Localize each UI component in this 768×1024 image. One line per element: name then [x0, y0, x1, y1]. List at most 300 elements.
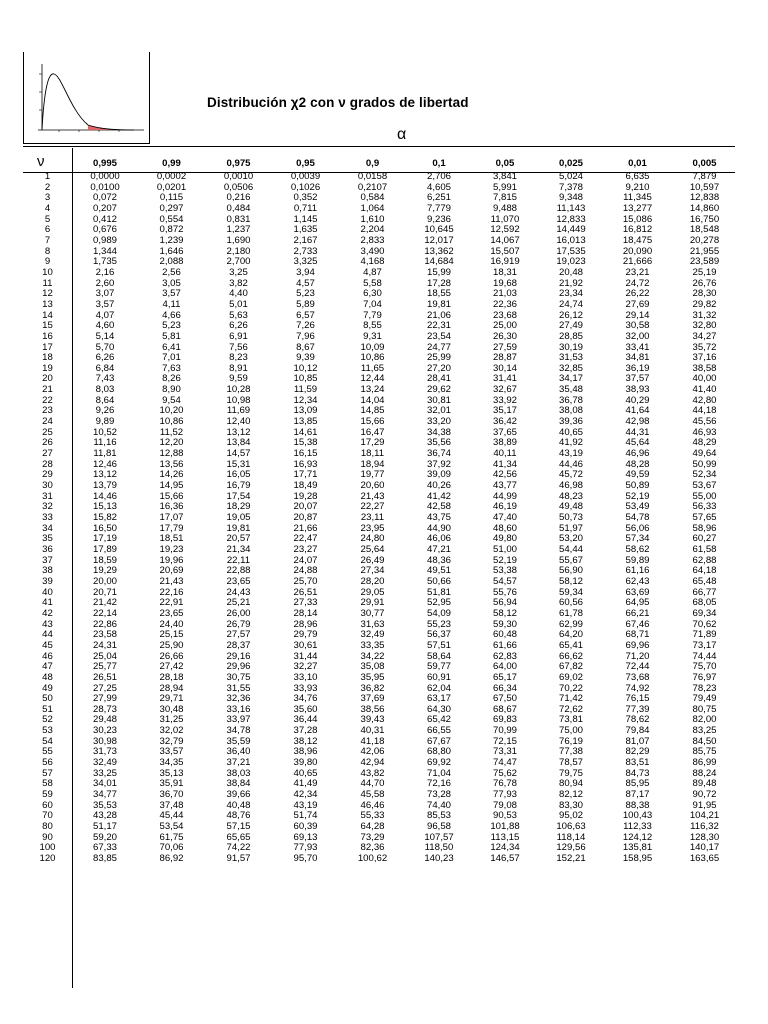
critical-value-cell: 71,04 [426, 768, 451, 779]
critical-value-cell: 26,66 [159, 651, 184, 662]
critical-value-cell: 62,04 [426, 683, 451, 694]
critical-value-cell: 87,17 [625, 790, 650, 801]
degrees-of-freedom-cell: 28 [42, 459, 53, 470]
critical-value-cell: 23,58 [92, 630, 117, 641]
critical-value-cell: 1,145 [293, 214, 318, 225]
critical-value-cell: 9,348 [558, 193, 583, 204]
critical-value-cell: 46,46 [360, 800, 385, 811]
table-row [23, 268, 738, 279]
critical-value-cell: 73,29 [360, 832, 385, 843]
critical-value-cell: 40,65 [558, 427, 583, 438]
table-row [23, 172, 738, 183]
table-row [23, 236, 738, 247]
critical-value-cell: 48,28 [625, 459, 650, 470]
critical-value-cell: 5,991 [492, 182, 517, 193]
critical-value-cell: 8,23 [229, 353, 248, 364]
critical-value-cell: 52,19 [492, 555, 517, 566]
critical-value-cell: 26,30 [492, 331, 517, 342]
degrees-of-freedom-cell: 20 [42, 374, 53, 385]
critical-value-cell: 57,65 [692, 513, 717, 523]
critical-value-cell: 22,31 [426, 321, 451, 332]
critical-value-cell: 69,34 [692, 608, 717, 619]
critical-value-cell: 34,22 [360, 651, 385, 662]
critical-value-cell: 32,27 [293, 662, 318, 673]
critical-value-cell: 0,676 [92, 225, 117, 236]
critical-value-cell: 83,85 [92, 854, 117, 864]
critical-value-cell: 78,57 [558, 758, 583, 769]
critical-value-cell: 5,23 [162, 321, 181, 332]
critical-value-cell: 43,75 [426, 513, 451, 523]
critical-value-cell: 14,04 [360, 395, 385, 406]
critical-value-cell: 42,94 [360, 758, 385, 769]
critical-value-cell: 29,71 [159, 694, 184, 705]
degrees-of-freedom-cell: 14 [42, 310, 53, 321]
critical-value-cell: 24,77 [426, 342, 451, 353]
critical-value-cell: 49,80 [492, 534, 517, 545]
critical-value-cell: 85,95 [625, 779, 650, 790]
critical-value-cell: 61,58 [692, 544, 717, 555]
critical-value-cell: 32,49 [360, 630, 385, 641]
critical-value-cell: 33,20 [426, 417, 451, 428]
critical-value-cell: 56,33 [692, 502, 717, 513]
critical-value-cell: 19,96 [159, 555, 184, 566]
alpha-header-cell: 0,975 [226, 158, 251, 169]
critical-value-cell: 86,92 [159, 854, 184, 864]
critical-value-cell: 82,29 [625, 747, 650, 758]
critical-value-cell: 11,81 [93, 449, 117, 460]
density-curve-icon [24, 52, 149, 142]
critical-value-cell: 32,80 [692, 321, 717, 332]
critical-value-cell: 69,92 [426, 758, 451, 769]
critical-value-cell: 80,94 [558, 779, 583, 790]
critical-value-cell: 56,06 [625, 523, 650, 534]
critical-value-cell: 89,48 [692, 779, 717, 790]
critical-value-cell: 28,20 [360, 576, 385, 587]
critical-value-cell: 12,017 [424, 235, 454, 246]
critical-value-cell: 29,48 [92, 715, 117, 726]
degrees-of-freedom-cell: 54 [42, 736, 53, 747]
critical-value-cell: 23,65 [159, 608, 184, 619]
critical-value-cell: 50,99 [692, 459, 717, 470]
critical-value-cell: 21,955 [689, 246, 720, 257]
critical-value-cell: 24,40 [159, 619, 184, 630]
critical-value-cell: 68,05 [692, 598, 717, 609]
degrees-of-freedom-cell: 45 [42, 640, 53, 651]
degrees-of-freedom-cell: 100 [39, 843, 56, 854]
critical-value-cell: 84,73 [625, 768, 650, 779]
critical-value-cell: 33,25 [92, 768, 117, 779]
critical-value-cell: 27,49 [558, 321, 583, 332]
critical-value-cell: 56,37 [426, 630, 451, 641]
critical-value-cell: 5,23 [296, 289, 315, 300]
alpha-header-row [23, 155, 738, 172]
table-row [23, 630, 738, 641]
critical-value-cell: 14,85 [360, 406, 385, 417]
critical-value-cell: 12,88 [159, 449, 184, 460]
critical-value-cell: 26,49 [360, 555, 385, 566]
critical-value-cell: 36,82 [360, 683, 385, 694]
critical-value-cell: 38,89 [492, 438, 517, 449]
critical-value-cell: 18,31 [492, 267, 517, 278]
critical-value-cell: 16,79 [226, 481, 251, 492]
critical-value-cell: 28,96 [293, 619, 318, 630]
critical-value-cell: 15,66 [159, 491, 184, 502]
critical-value-cell: 0,0000 [90, 172, 120, 182]
critical-value-cell: 4,87 [363, 267, 382, 278]
table-row [23, 321, 738, 332]
critical-value-cell: 74,44 [692, 651, 717, 662]
critical-value-cell: 33,93 [293, 683, 318, 694]
critical-value-cell: 47,40 [492, 513, 517, 523]
critical-value-cell: 43,19 [558, 449, 583, 460]
critical-value-cell: 77,39 [625, 704, 650, 715]
critical-value-cell: 27,34 [360, 566, 385, 577]
header-blank-cell [23, 155, 72, 172]
critical-value-cell: 31,73 [92, 747, 117, 758]
critical-value-cell: 29,05 [360, 587, 385, 598]
critical-value-cell: 66,55 [426, 726, 451, 737]
critical-value-cell: 13,12 [92, 470, 117, 481]
critical-value-cell: 8,55 [363, 321, 382, 332]
degrees-of-freedom-cell: 120 [39, 854, 56, 864]
table-row [23, 257, 738, 268]
critical-value-cell: 82,00 [692, 715, 717, 726]
critical-value-cell: 24,07 [293, 555, 318, 566]
alpha-header-cell: 0,025 [558, 158, 583, 169]
critical-value-cell: 5,63 [229, 310, 248, 321]
critical-value-cell: 3,57 [95, 299, 115, 310]
degrees-of-freedom-cell: 51 [42, 704, 53, 715]
degrees-of-freedom-cell: 23 [42, 406, 53, 417]
critical-value-cell: 70,62 [692, 619, 717, 630]
critical-value-cell: 20,07 [293, 502, 318, 513]
critical-value-cell: 48,23 [558, 491, 583, 502]
critical-value-cell: 12,34 [293, 395, 318, 406]
critical-value-cell: 11,345 [623, 193, 652, 204]
critical-value-cell: 26,51 [92, 672, 117, 683]
critical-value-cell: 76,15 [625, 694, 650, 705]
critical-value-cell: 10,85 [293, 374, 318, 385]
critical-value-cell: 128,30 [689, 832, 720, 843]
critical-value-cell: 11,59 [293, 385, 318, 396]
critical-value-cell: 29,96 [226, 662, 251, 673]
critical-value-cell: 77,38 [558, 747, 583, 758]
critical-value-cell: 45,58 [360, 790, 385, 801]
critical-value-cell: 41,64 [625, 406, 650, 417]
degrees-of-freedom-cell: 5 [44, 214, 51, 225]
table-row [23, 556, 738, 567]
critical-value-cell: 35,13 [159, 768, 184, 779]
critical-value-cell: 46,93 [692, 427, 717, 438]
critical-value-cell: 26,00 [226, 608, 251, 619]
critical-value-cell: 74,40 [426, 800, 451, 811]
critical-value-cell: 29,14 [625, 310, 650, 321]
critical-value-cell: 3,325 [293, 257, 318, 268]
critical-value-cell: 25,99 [426, 353, 451, 364]
critical-value-cell: 19,68 [492, 278, 517, 289]
table-row [23, 843, 738, 854]
critical-value-cell: 51,17 [92, 822, 117, 833]
critical-value-cell: 1,344 [92, 246, 117, 257]
critical-value-cell: 0,297 [159, 203, 184, 214]
critical-value-cell: 18,548 [689, 225, 720, 236]
critical-value-cell: 95,70 [293, 854, 318, 864]
degrees-of-freedom-cell: 47 [42, 662, 53, 673]
critical-value-cell: 57,15 [226, 822, 251, 833]
table-row [23, 758, 738, 769]
critical-value-cell: 29,82 [692, 299, 717, 310]
degrees-of-freedom-cell: 56 [42, 758, 53, 769]
critical-value-cell: 23,34 [558, 289, 583, 300]
critical-value-cell: 26,76 [692, 278, 717, 289]
critical-value-cell: 43,82 [360, 768, 385, 779]
critical-value-cell: 33,41 [625, 342, 650, 353]
degrees-of-freedom-cell: 10 [42, 267, 53, 278]
degrees-of-freedom-cell: 3 [44, 193, 51, 204]
chi-square-table [23, 155, 738, 865]
table-row [23, 609, 738, 620]
critical-value-cell: 56,90 [558, 566, 583, 577]
critical-value-cell: 83,25 [692, 726, 717, 737]
critical-value-cell: 53,20 [558, 534, 583, 545]
critical-value-cell: 12,20 [159, 438, 184, 449]
critical-value-cell: 13,84 [226, 438, 251, 449]
critical-value-cell: 0,554 [159, 214, 184, 225]
alpha-header-cell: 0,01 [628, 158, 647, 169]
critical-value-cell: 124,12 [622, 832, 653, 843]
degrees-of-freedom-cell: 58 [42, 779, 53, 790]
critical-value-cell: 19,023 [556, 257, 586, 268]
table-row [23, 684, 738, 695]
critical-value-cell: 158,95 [622, 854, 653, 864]
table-row [23, 662, 738, 673]
critical-value-cell: 113,15 [490, 832, 520, 843]
critical-value-cell: 51,00 [492, 544, 517, 555]
critical-value-cell: 33,16 [226, 704, 251, 715]
critical-value-cell: 74,47 [492, 758, 517, 769]
degrees-of-freedom-cell: 25 [42, 427, 53, 438]
table-row [23, 225, 738, 236]
table-row [23, 279, 738, 290]
table-row [23, 769, 738, 780]
table-row [23, 705, 738, 716]
table-row [23, 470, 738, 481]
critical-value-cell: 62,43 [625, 576, 650, 587]
critical-value-cell: 21,43 [159, 576, 184, 587]
critical-value-cell: 67,46 [625, 619, 650, 630]
critical-value-cell: 41,92 [558, 438, 583, 449]
critical-value-cell: 84,50 [692, 736, 717, 747]
critical-value-cell: 81,07 [625, 736, 650, 747]
critical-value-cell: 27,57 [226, 630, 251, 641]
table-row [23, 449, 738, 460]
critical-value-cell: 32,67 [492, 385, 517, 396]
alpha-header-cell: 0,995 [92, 158, 117, 169]
critical-value-cell: 30,77 [360, 608, 385, 619]
critical-value-cell: 24,31 [92, 640, 117, 651]
critical-value-cell: 30,81 [426, 395, 451, 406]
critical-value-cell: 14,449 [556, 225, 586, 236]
degrees-of-freedom-cell: 60 [42, 800, 53, 811]
critical-value-cell: 41,40 [692, 385, 717, 396]
critical-value-cell: 67,33 [92, 843, 117, 854]
critical-value-cell: 0,412 [92, 214, 117, 225]
critical-value-cell: 2,167 [293, 235, 318, 246]
critical-value-cell: 78,23 [692, 683, 717, 694]
alpha-header-cell: 0,05 [495, 158, 515, 169]
table-row [23, 801, 738, 812]
critical-value-cell: 35,60 [293, 704, 318, 715]
critical-value-cell: 6,26 [95, 353, 115, 364]
alpha-header-cell: 0,95 [296, 158, 315, 169]
critical-value-cell: 9,488 [492, 203, 517, 214]
critical-value-cell: 41,34 [492, 459, 517, 470]
critical-value-cell: 129,56 [556, 843, 586, 854]
critical-value-cell: 44,90 [426, 523, 451, 534]
critical-value-cell: 23,95 [360, 523, 385, 534]
critical-value-cell: 42,98 [625, 417, 650, 428]
critical-value-cell: 146,57 [490, 854, 520, 864]
critical-value-cell: 29,62 [426, 385, 451, 396]
critical-value-cell: 34,77 [92, 790, 117, 801]
critical-value-cell: 6,26 [229, 321, 248, 332]
critical-value-cell: 28,14 [293, 608, 318, 619]
critical-value-cell: 33,97 [226, 715, 251, 726]
critical-value-cell: 55,76 [492, 587, 517, 598]
critical-value-cell: 77,93 [492, 790, 517, 801]
critical-value-cell: 14,95 [159, 481, 184, 492]
critical-value-cell: 15,086 [622, 214, 653, 225]
critical-value-cell: 33,92 [492, 395, 517, 406]
critical-value-cell: 10,98 [226, 395, 251, 406]
critical-value-cell: 54,78 [625, 513, 650, 523]
table-row [23, 673, 738, 684]
critical-value-cell: 51,81 [426, 587, 451, 598]
critical-value-cell: 36,78 [558, 395, 583, 406]
critical-value-cell: 39,09 [426, 470, 451, 481]
critical-value-cell: 14,067 [490, 235, 520, 246]
critical-value-cell: 15,507 [490, 246, 520, 257]
critical-value-cell: 16,013 [556, 235, 586, 246]
degrees-of-freedom-cell: 46 [42, 651, 53, 662]
critical-value-cell: 7,96 [296, 331, 315, 342]
critical-value-cell: 65,65 [226, 832, 251, 843]
degrees-of-freedom-cell: 52 [42, 715, 53, 726]
critical-value-cell: 37,16 [692, 353, 717, 364]
critical-value-cell: 12,40 [226, 417, 251, 428]
critical-value-cell: 24,43 [226, 587, 251, 598]
table-row [23, 492, 738, 503]
critical-value-cell: 3,07 [95, 289, 115, 300]
critical-value-cell: 64,00 [492, 662, 517, 673]
critical-value-cell: 0,711 [293, 203, 318, 214]
critical-value-cell: 36,74 [426, 449, 451, 460]
critical-value-cell: 57,34 [625, 534, 650, 545]
critical-value-cell: 10,09 [360, 342, 385, 353]
critical-value-cell: 35,53 [92, 800, 117, 811]
degrees-of-freedom-cell: 7 [44, 235, 51, 246]
alpha-header-cell: 0,1 [432, 158, 446, 169]
critical-value-cell: 39,43 [360, 715, 385, 726]
degrees-of-freedom-cell: 42 [42, 608, 53, 619]
critical-value-cell: 73,28 [426, 790, 451, 801]
critical-value-cell: 63,69 [625, 587, 650, 598]
alpha-header-cell: 0,005 [692, 158, 717, 169]
critical-value-cell: 35,72 [692, 342, 717, 353]
critical-value-cell: 88,24 [692, 768, 717, 779]
critical-value-cell: 22,27 [360, 502, 385, 513]
critical-value-cell: 83,51 [625, 758, 650, 769]
critical-value-cell: 65,17 [492, 672, 517, 683]
critical-value-cell: 21,34 [226, 544, 251, 555]
critical-value-cell: 22,36 [492, 299, 517, 310]
critical-value-cell: 28,94 [159, 683, 184, 694]
critical-value-cell: 40,11 [493, 449, 517, 460]
critical-value-cell: 32,36 [226, 694, 251, 705]
critical-value-cell: 10,86 [159, 417, 184, 428]
degrees-of-freedom-cell: 80 [42, 822, 53, 833]
critical-value-cell: 37,28 [293, 726, 318, 737]
critical-value-cell: 20,090 [622, 246, 653, 257]
critical-value-cell: 22,16 [159, 587, 184, 598]
critical-value-cell: 20,57 [226, 534, 251, 545]
critical-value-cell: 50,66 [426, 576, 451, 587]
critical-value-cell: 48,29 [692, 438, 717, 449]
critical-value-cell: 7,815 [492, 193, 517, 204]
critical-value-cell: 8,64 [95, 395, 115, 406]
critical-value-cell: 27,42 [159, 662, 184, 673]
critical-value-cell: 78,62 [625, 715, 650, 726]
degrees-of-freedom-cell: 39 [42, 576, 53, 587]
critical-value-cell: 47,21 [426, 544, 451, 555]
critical-value-cell: 40,31 [360, 726, 385, 737]
critical-value-cell: 69,83 [492, 715, 517, 726]
critical-value-cell: 38,03 [226, 768, 251, 779]
critical-value-cell: 16,47 [360, 427, 385, 438]
table-row [23, 438, 738, 449]
critical-value-cell: 8,67 [296, 342, 315, 353]
critical-value-cell: 9,89 [95, 417, 115, 428]
table-row [23, 247, 738, 258]
critical-value-cell: 72,44 [625, 662, 650, 673]
critical-value-cell: 0,584 [360, 193, 385, 204]
critical-value-cell: 2,180 [226, 246, 251, 257]
critical-value-cell: 49,64 [692, 449, 717, 460]
critical-value-cell: 38,96 [293, 747, 318, 758]
critical-value-cell: 37,21 [226, 758, 251, 769]
critical-value-cell: 49,59 [625, 470, 650, 481]
table-row [23, 641, 738, 652]
critical-value-cell: 6,84 [95, 363, 115, 374]
critical-value-cell: 61,66 [492, 640, 517, 651]
critical-value-cell: 31,55 [226, 683, 251, 694]
critical-value-cell: 16,919 [490, 257, 520, 268]
critical-value-cell: 23,54 [426, 331, 451, 342]
critical-value-cell: 71,42 [558, 694, 583, 705]
critical-value-cell: 91,95 [692, 800, 717, 811]
critical-value-cell: 68,67 [492, 704, 517, 715]
critical-value-cell: 0,0100 [90, 182, 120, 193]
critical-value-cell: 23,589 [689, 257, 720, 268]
critical-value-cell: 30,98 [92, 736, 117, 747]
critical-value-cell: 101,88 [490, 822, 520, 833]
critical-value-cell: 36,42 [492, 417, 517, 428]
table-row [23, 747, 738, 758]
critical-value-cell: 63,17 [426, 694, 451, 705]
critical-value-cell: 26,51 [293, 587, 318, 598]
critical-value-cell: 0,072 [92, 193, 117, 204]
critical-value-cell: 72,16 [426, 779, 451, 790]
